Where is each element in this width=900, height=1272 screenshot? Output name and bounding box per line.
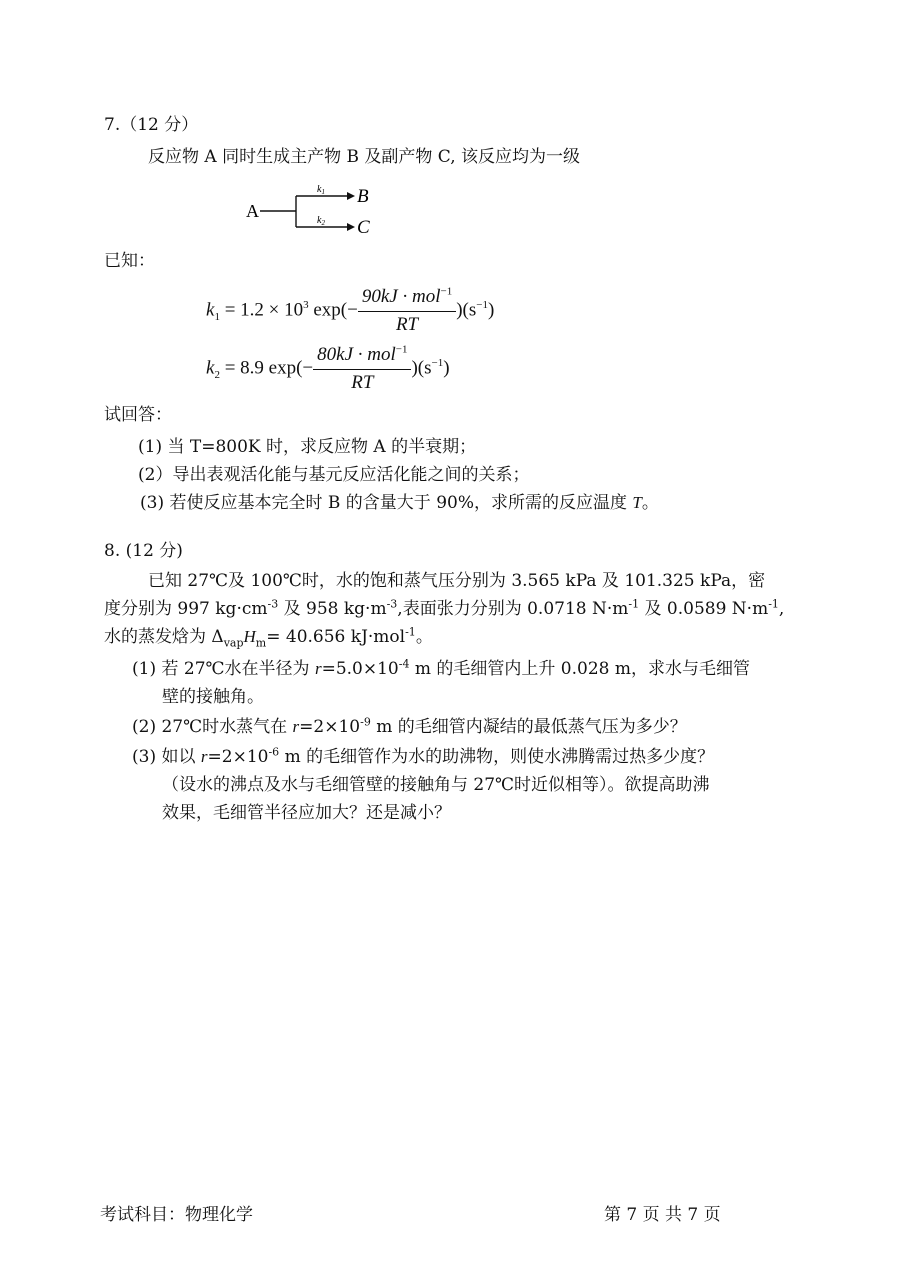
scheme-rate1-sub: 1	[321, 188, 325, 196]
q8-line-2: 度分别为 997 $kg\cdot cm^{-3}$ 及 958 $kg\cdot m^{-3}$,表面张力分别为 0.0718 $N\cdot m^{-1}$ 及 0.0589 $N\cdot m^{-1}$,	[104, 597, 785, 619]
q7-item-2: (2）导出表观活化能与基元反应活化能之间的关系；	[138, 465, 530, 485]
formula-k2: $k_2 = 8.9$ exp(− $\frac{80kJ \cdot mol^{-1}}{RT}$ )$(s^{-1})$	[206, 343, 450, 393]
scheme-rate1: k	[317, 184, 322, 195]
footer-subject: 考试科目：物理化学	[100, 1205, 253, 1225]
q7-known: 已知：	[104, 251, 155, 271]
q8-item-2: (2) 27℃时水蒸气在 $r=2\times 10^{-9}$ m 的毛细管内凝结的最低蒸气压为多少？	[132, 715, 687, 737]
q8-item-1: (1) 若 27℃水在半径为 $r=5.0\times 10^{-4}$ m 的毛细管内上升 0.028 m，求水与毛细管	[132, 657, 750, 679]
q7-item-3: (3) 若使反应基本完全时 B 的含量大于 90%，求所需的反应温度 T。	[140, 493, 659, 513]
q7-number: 7.（12 分）	[104, 115, 199, 135]
scheme-rate2: k	[317, 215, 322, 226]
svg-text:k1	[317, 184, 325, 196]
q7-intro: 反应物 A 同时生成主产物 B 及副产物 C, 该反应均为一级	[148, 147, 580, 167]
q7-answer-heading: 试回答：	[104, 405, 172, 425]
scheme-product-c: C	[357, 217, 370, 238]
footer-page-number: 第 7 页 共 7 页	[604, 1205, 721, 1225]
q8-line-1: 已知 27℃及 100℃时，水的饱和蒸气压分别为 3.565 kPa 及 101.325 kPa，密	[148, 571, 766, 591]
scheme-reactant: A	[246, 201, 259, 221]
svg-text:k2	[317, 215, 325, 227]
q8-number: 8. (12 分)	[104, 541, 183, 561]
scheme-rate2-sub: 2	[321, 219, 325, 227]
q8-item-1-cont: 壁的接触角。	[162, 687, 264, 707]
q8-item-3-cont-1: （设水的沸点及水与毛细管壁的接触角与 27℃时近似相等）。欲提高助沸	[162, 775, 710, 795]
reaction-scheme	[244, 182, 384, 238]
q8-item-3-cont-2: 效果，毛细管半径应加大？还是减小？	[162, 803, 451, 823]
q8-item-3: (3) 如以 $r=2\times 10^{-6}$ m 的毛细管作为水的助沸物，则使水沸腾需过热多少度？	[132, 745, 715, 767]
q7-item-1: (1) 当 T=800K 时，求反应物 A 的半衰期；	[138, 437, 477, 457]
q8-line-3: 水的蒸发焓为 $\Delta_{vap}H_m= 40.656$ kJ·mol$^{-1}$。	[104, 625, 433, 650]
scheme-product-b: B	[357, 186, 369, 207]
formula-k1: $k_1 = 1.2 \times 10^3$ exp(− $\frac{90kJ \cdot mol^{-1}}{RT}$ )$(s^{-1})$	[206, 285, 495, 335]
